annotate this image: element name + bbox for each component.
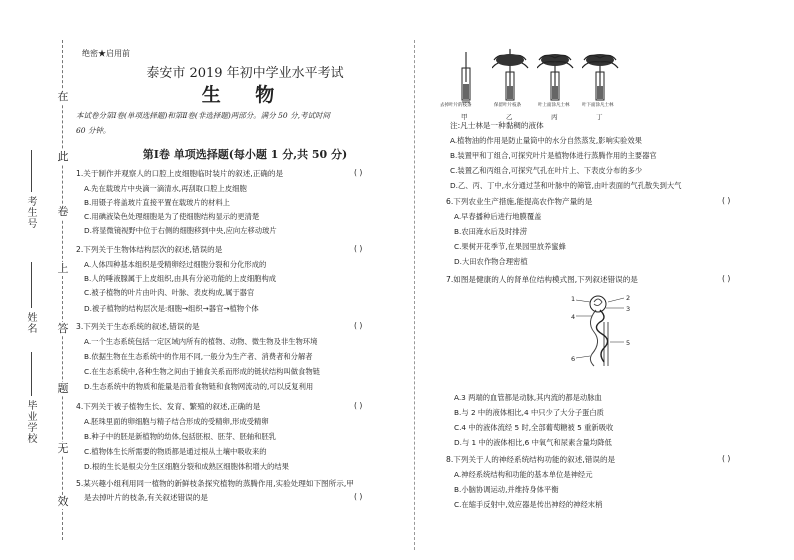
question-7-stem: 7.如图是健康的人的肾单位结构模式图,下列叙述错误的是 [446,275,638,284]
plant-caption: 叶下面涂凡士林 [582,103,614,108]
binding-char: 效 [57,495,69,508]
section-heading: 第Ⅰ卷 单项选择题(每小题 1 分,共 50 分) [142,148,348,161]
notice-line: 60 分钟。 [76,126,111,135]
q8-option-a: A.神经系统结构和功能的基本单位是神经元 [454,470,593,479]
school-blank[interactable] [31,352,32,396]
answer-blank[interactable]: ( ) [354,401,363,410]
q6-option-b: B.农田淹水后及时排涝 [454,227,527,236]
question-2-stem: 2.下列关于生物体结构层次的叙述,错误的是 [76,245,223,254]
nephron-figure [568,292,648,368]
binding-char: 答 [57,322,69,335]
question-1-stem: 1.关于制作并观察人的口腔上皮细胞临时装片的叙述,正确的是 [76,169,284,178]
q6-option-d: D.大田农作物合理密植 [454,257,528,266]
q6-option-a: A.早春播种后进行地膜覆盖 [454,212,542,221]
confidential-mark: 绝密★启用前 [82,49,130,58]
plant-label: 丁 [596,113,603,121]
exam-title: 泰安市 2019 年初中学业水平考试 [146,66,344,81]
plant-label: 乙 [506,113,513,121]
candidate-number-label: 考生号 [25,196,36,229]
q5-option-c: C.装置乙和丙组合,可探究气孔在叶片上、下表皮分布的多少 [450,166,643,175]
q7-option-c: C.4 中的液体流经 5 时,全部葡萄糖被 5 重新吸收 [454,423,614,432]
q1-option-c: C.用碘液染色处理细胞是为了使细胞结构显示的更清楚 [84,212,260,221]
nephron-label: 6 [571,355,576,363]
school-label: 毕业学校 [25,400,36,444]
binding-char: 在 [57,90,69,103]
name-label: 姓名 [25,312,36,334]
q1-option-a: A.先在载玻片中央滴一滴清水,再刮取口腔上皮细胞 [84,184,247,193]
q3-option-b: B.依据生物在生态系统中的作用不同,一般分为生产者、消费者和分解者 [84,352,313,361]
q5-option-a: A.植物油的作用是防止量筒中的水分自然蒸发,影响实验效果 [450,136,642,145]
candidate-number-blank[interactable] [31,150,32,192]
plant-label: 甲 [461,113,468,121]
q2-option-b: B.人的唾液腺属于上皮组织,由具有分泌功能的上皮细胞构成 [84,274,277,283]
answer-blank[interactable]: ( ) [722,454,731,463]
question-8-stem: 8.下列关于人的神经系统结构功能的叙述,错误的是 [446,455,616,464]
q3-option-c: C.在生态系统中,各种生物之间由于捕食关系而形成的链状结构叫做食物链 [84,367,320,376]
answer-blank[interactable]: ( ) [722,274,731,283]
answer-blank[interactable]: ( ) [354,492,363,501]
plant-caption: 去掉叶片的枝条 [440,103,472,108]
binding-char: 题 [57,382,69,395]
nephron-label: 3 [626,305,631,313]
q4-option-d: D.根的生长是根尖分生区细胞分裂和成熟区细胞体积增大的结果 [84,462,289,471]
binding-strip [0,0,80,560]
q4-option-a: A.胚珠里面的卵细胞与精子结合形成的受精卵,形成受精卵 [84,417,269,426]
q4-option-b: B.种子中的胚是新植物的幼体,包括胚根、胚芽、胚轴和胚乳 [84,432,277,441]
q1-option-b: B.用镊子将盖玻片直接平置在载玻片的材料上 [84,198,230,207]
binding-dashed-line [62,40,63,540]
nephron-label: 5 [626,339,631,347]
question-4-stem: 4.下列关于被子植物生长、发育、繁殖的叙述,正确的是 [76,402,261,411]
q1-option-d: D.将显微镜视野中位于右侧的细胞移到中央,应向左移动玻片 [84,226,277,235]
nephron-label: 2 [626,294,631,302]
question-6-stem: 6.下列农业生产措施,能提高农作物产量的是 [446,197,593,206]
q2-option-a: A.人体四种基本组织是受精卵经过细胞分裂和分化形成的 [84,260,267,269]
q6-option-c: C.果树开花季节,在果园里放养蜜蜂 [454,242,566,251]
q7-option-a: A.3 两端的血管都是动脉,其内流的都是动脉血 [454,393,602,402]
nephron-label: 4 [571,313,576,321]
q7-option-b: B.与 2 中的液体相比,4 中只少了大分子蛋白质 [454,408,604,417]
notice-line: 本试卷分第Ⅰ卷(单项选择题)和第Ⅱ卷(非选择题)两部分。满分 50 分,考试时间 [76,111,330,120]
question-5-stem: 5.某兴趣小组利用同一植物的新鲜枝条探究植物的蒸腾作用,实验处理如下图所示,甲 [76,479,354,488]
q3-option-a: A.一个生态系统包括一定区域内所有的植物、动物、微生物及非生物环境 [84,337,318,346]
plant-label: 丙 [551,113,558,121]
answer-blank[interactable]: ( ) [354,168,363,177]
question-5-stem-cont: 是去掉叶片的枝条,有关叙述错误的是 [84,493,208,502]
exam-subject: 生 物 [201,84,289,106]
q2-option-c: C.被子植物的叶片由叶肉、叶脉、表皮构成,属于器官 [84,288,255,297]
name-blank[interactable] [31,262,32,308]
page-divider [414,40,415,550]
answer-blank[interactable]: ( ) [354,244,363,253]
q7-option-d: D.与 1 中的液体相比,6 中氧气和尿素含量均降低 [454,438,612,447]
question-3-stem: 3.下列关于生态系统的叙述,错误的是 [76,322,200,331]
question-5-note: 注:凡士林是一种黏稠的液体 [450,121,544,130]
plant-caption: 叶上面涂凡士林 [538,103,570,108]
answer-blank[interactable]: ( ) [722,196,731,205]
q5-option-b: B.装置甲和丁组合,可探究叶片是植物体进行蒸腾作用的主要器官 [450,151,657,160]
binding-char: 此 [57,150,69,163]
binding-char: 上 [57,262,69,275]
binding-char: 卷 [57,205,69,218]
q2-option-d: D.被子植物的结构层次是:细胞→组织→器官→植物个体 [84,304,259,313]
binding-char: 无 [57,442,69,455]
plant-caption: 保留叶片枝条 [494,103,521,108]
q4-option-c: C.植物体生长所需要的物质都是通过根从土壤中吸收来的 [84,447,267,456]
q3-option-d: D.生态系统中的物质和能量是沿着食物链和食物网流动的,可以反复利用 [84,382,314,391]
exam-notice [76,108,396,138]
answer-blank[interactable]: ( ) [354,321,363,330]
q8-option-b: B.小脑协调运动,并维持身体平衡 [454,485,559,494]
q8-option-c: C.在缩手反射中,效应器是传出神经的神经末梢 [454,500,603,509]
nephron-diagram [568,292,648,368]
q5-option-d: D.乙、丙、丁中,水分通过茎和叶脉中的筛管,由叶表面的气孔散失到大气 [450,181,682,190]
nephron-label: 1 [571,295,576,303]
